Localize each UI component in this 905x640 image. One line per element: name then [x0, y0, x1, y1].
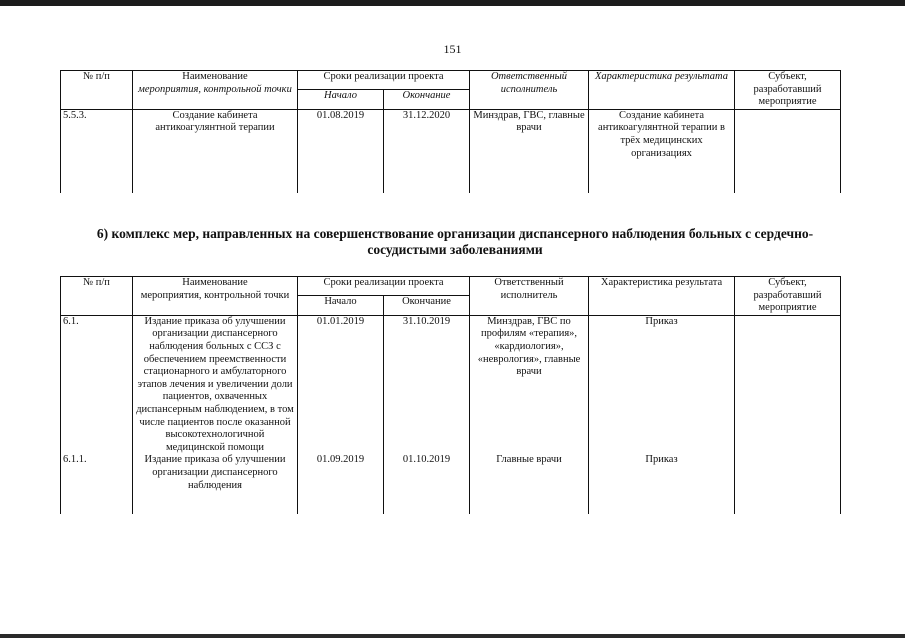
header-dates: Сроки реализации проекта	[298, 71, 470, 90]
header-end: Окончание	[384, 296, 470, 315]
row-start: 01.09.2019	[298, 454, 384, 514]
table-row	[61, 315, 841, 454]
row-result: Приказ	[589, 315, 735, 454]
header-start: Начало	[298, 296, 384, 315]
row-responsible: Минздрав, ГВС, главные врачи	[470, 109, 589, 193]
header-start: Начало	[298, 90, 384, 109]
row-end: 01.10.2019	[384, 454, 470, 514]
bottom-border-rule	[0, 634, 905, 638]
header-result: Характеристика результата	[589, 71, 735, 110]
header-name-line2: мероприятия, контрольной точки	[138, 83, 292, 95]
row-start: 01.08.2019	[298, 109, 384, 193]
table-row	[61, 109, 841, 193]
row-start: 01.01.2019	[298, 315, 384, 454]
header-end: Окончание	[384, 90, 470, 109]
row-num: 6.1.	[61, 315, 133, 454]
header-name	[133, 71, 298, 110]
header-result: Характеристика результата	[589, 277, 735, 316]
header-responsible: Ответственный исполнитель	[470, 71, 589, 110]
header-name	[133, 277, 298, 316]
row-name: Издание приказа об улучшении организации диспансерного наблюдения больных с ССЗ с обеспечением преемственности стационарного и амбулаторного этапов лечения и увеличении доли пациентов, охваченных диспансерным наблюдением, в том числе пациентов после оказанной высокотехнологичной медицинской помощи	[133, 315, 298, 454]
header-name-line2: мероприятия, контрольной точки	[140, 289, 290, 301]
top-border-rule	[0, 0, 905, 6]
table-continuation	[60, 70, 841, 193]
page-number: 151	[443, 42, 462, 56]
table-section-6	[60, 276, 841, 514]
row-subject	[735, 109, 841, 193]
row-name: Издание приказа об улучшении организации диспансерного наблюдения	[133, 454, 298, 514]
row-name: Создание кабинета антикоагулянтной терапии	[133, 109, 298, 193]
header-responsible: Ответственный исполнитель	[470, 277, 589, 316]
section-heading: 6) комплекс мер, направленных на совершенствование организации диспансерного наблюдения больных с сердечно-сосудистыми заболеваниями	[96, 226, 814, 257]
row-subject	[735, 315, 841, 454]
row-subject	[735, 454, 841, 514]
header-num: № п/п	[61, 277, 133, 316]
row-result: Создание кабинета антикоагулянтной терапии в трёх медицинских организациях	[589, 109, 735, 193]
table-row	[61, 454, 841, 514]
header-subject: Субъект, разработавший мероприятие	[735, 277, 841, 316]
header-num: № п/п	[61, 71, 133, 110]
header-name-line1: Наименование	[182, 277, 248, 288]
row-num: 6.1.1.	[61, 454, 133, 514]
header-name-line1: Наименование	[182, 71, 248, 82]
row-end: 31.12.2020	[384, 109, 470, 193]
row-responsible: Минздрав, ГВС по профилям «терапия», «кардиология», «неврология», главные врачи	[470, 315, 589, 454]
row-result: Приказ	[589, 454, 735, 514]
header-dates: Сроки реализации проекта	[298, 277, 470, 296]
header-subject: Субъект, разработавший мероприятие	[735, 71, 841, 110]
row-num: 5.5.3.	[61, 109, 133, 193]
row-responsible: Главные врачи	[470, 454, 589, 514]
row-end: 31.10.2019	[384, 315, 470, 454]
